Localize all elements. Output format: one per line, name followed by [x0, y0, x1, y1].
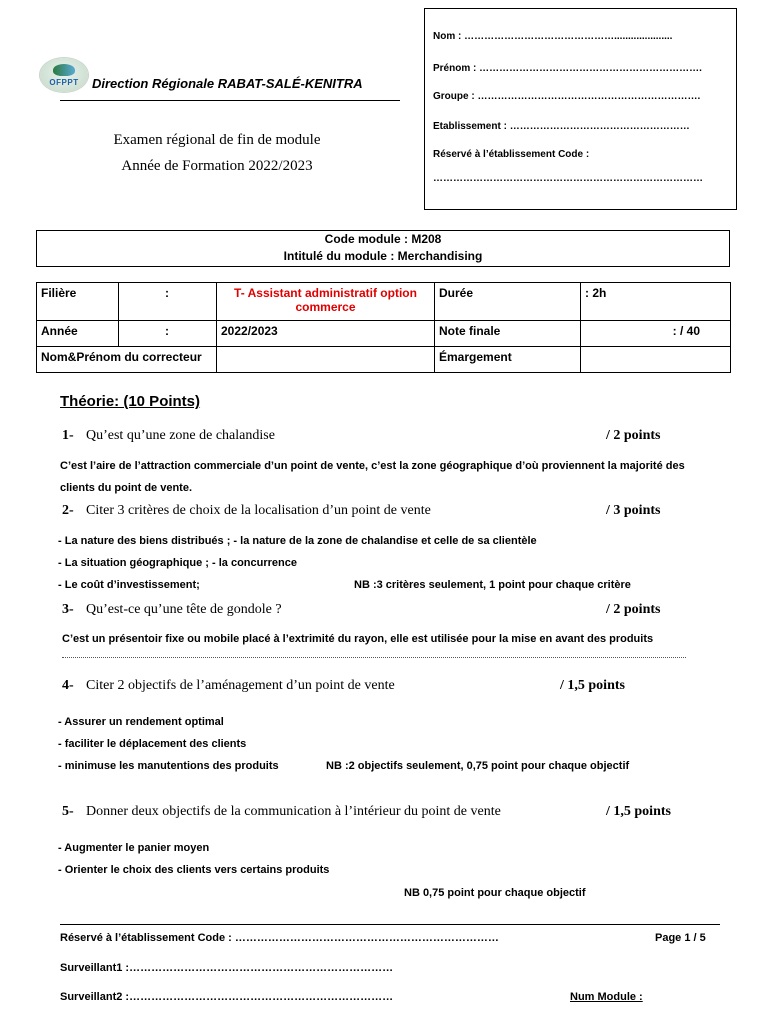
- logo-text: OFPPT: [49, 78, 79, 87]
- section-heading: Théorie: (10 Points): [60, 393, 201, 410]
- module-box: [36, 230, 730, 267]
- colon: :: [119, 321, 217, 347]
- answer-line: - faciliter le déplacement des clients: [58, 738, 247, 750]
- question-number: 1-: [62, 428, 74, 443]
- question-number: 4-: [62, 678, 74, 693]
- direction-title: Direction Régionale RABAT-SALÉ-KENITRA: [92, 76, 363, 91]
- answer-line: - La situation géographique ; - la concurrence: [58, 557, 297, 569]
- logo-mark-icon: [53, 64, 75, 76]
- emargement-label: Émargement: [435, 347, 581, 373]
- question-text: Qu’est-ce qu’une tête de gondole ?: [86, 602, 282, 617]
- answer-line: C’est l’aire de l’attraction commerciale d’un point de vente, c’est la zone géographique d’où proviennent la majorité des: [60, 460, 685, 472]
- module-code: Code module : M208: [324, 232, 442, 246]
- question-points: / 2 points: [606, 428, 661, 443]
- note-value: : / 40: [581, 321, 731, 347]
- reserve-label: Réservé à l’établissement Code :: [433, 149, 590, 160]
- question-number: 2-: [62, 503, 74, 518]
- grading-note: NB :3 critères seulement, 1 point pour chaque critère: [354, 579, 631, 591]
- correcteur-label: Nom&Prénom du correcteur: [37, 347, 217, 373]
- ofppt-logo: [40, 58, 88, 92]
- question-text: Citer 2 objectifs de l’aménagement d’un point de vente: [86, 678, 395, 693]
- question-points: / 2 points: [606, 602, 661, 617]
- question-text: Qu’est qu’une zone de chalandise: [86, 428, 275, 443]
- question-number: 5-: [62, 804, 74, 819]
- correcteur-field[interactable]: [217, 347, 435, 373]
- question-points: / 1,5 points: [560, 678, 625, 693]
- answer-line: clients du point de vente.: [60, 482, 193, 494]
- colon: :: [119, 283, 217, 321]
- answer-line: C’est un présentoir fixe ou mobile placé à l’extrimité du rayon, elle est utilisée pour la mise en avant des produits: [62, 633, 654, 645]
- question-text: Citer 3 critères de choix de la localisation d’un point de vente: [86, 503, 431, 518]
- answer-line: - Augmenter le panier moyen: [58, 842, 210, 854]
- exam-year: Année de Formation 2022/2023: [121, 158, 313, 174]
- dotted-answer-line: [62, 657, 686, 658]
- groupe-field[interactable]: Groupe : ………………………………………………………….: [433, 91, 701, 102]
- answer-line: - minimuse les manutentions des produits: [58, 760, 279, 772]
- surveillant2-field[interactable]: Surveillant2 :………………………………………………………………: [60, 991, 394, 1003]
- duree-label: Durée: [435, 283, 581, 321]
- exam-title: Examen régional de fin de module: [113, 132, 321, 148]
- student-id-box: [424, 8, 737, 210]
- duree-value: : 2h: [581, 283, 731, 321]
- surveillant1-field[interactable]: Surveillant1 :………………………………………………………………: [60, 962, 394, 974]
- annee-value: 2022/2023: [217, 321, 435, 347]
- question-points: / 3 points: [606, 503, 661, 518]
- module-title: Intitulé du module : Merchandising: [283, 249, 483, 263]
- footer-reserve-field[interactable]: Réservé à l’établissement Code : ………………………………………………………………: [60, 932, 499, 944]
- footer-divider: [60, 924, 720, 925]
- grading-note: NB :2 objectifs seulement, 0,75 point pour chaque objectif: [326, 760, 630, 772]
- page-number: Page 1 / 5: [655, 932, 706, 944]
- etablissement-field[interactable]: Etablissement : ………………………………………………: [433, 121, 690, 132]
- num-module-label: Num Module :: [570, 991, 643, 1003]
- divider: [60, 100, 400, 101]
- nom-field[interactable]: Nom : ……………………………………….....................: [433, 31, 673, 42]
- grading-note: NB 0,75 point pour chaque objectif: [404, 887, 586, 899]
- question-text: Donner deux objectifs de la communication à l’intérieur du point de vente: [86, 804, 501, 819]
- filiere-label: Filière: [37, 283, 119, 321]
- note-label: Note finale: [435, 321, 581, 347]
- answer-line: - Le coût d’investissement;: [58, 579, 200, 591]
- question-number: 3-: [62, 602, 74, 617]
- question-points: / 1,5 points: [606, 804, 671, 819]
- answer-line: - Orienter le choix des clients vers certains produits: [58, 864, 330, 876]
- info-table: [36, 282, 731, 373]
- annee-label: Année: [37, 321, 119, 347]
- emargement-field[interactable]: [581, 347, 731, 373]
- reserve-code-field[interactable]: ………………………………………………………………………: [433, 173, 703, 184]
- prenom-field[interactable]: Prénom : ………………………………………………………….: [433, 63, 702, 74]
- answer-line: - Assurer un rendement optimal: [58, 716, 224, 728]
- filiere-value: T- Assistant administratif option commerce: [217, 283, 435, 321]
- answer-line: - La nature des biens distribués ; - la nature de la zone de chalandise et celle de sa clientèle: [58, 535, 537, 547]
